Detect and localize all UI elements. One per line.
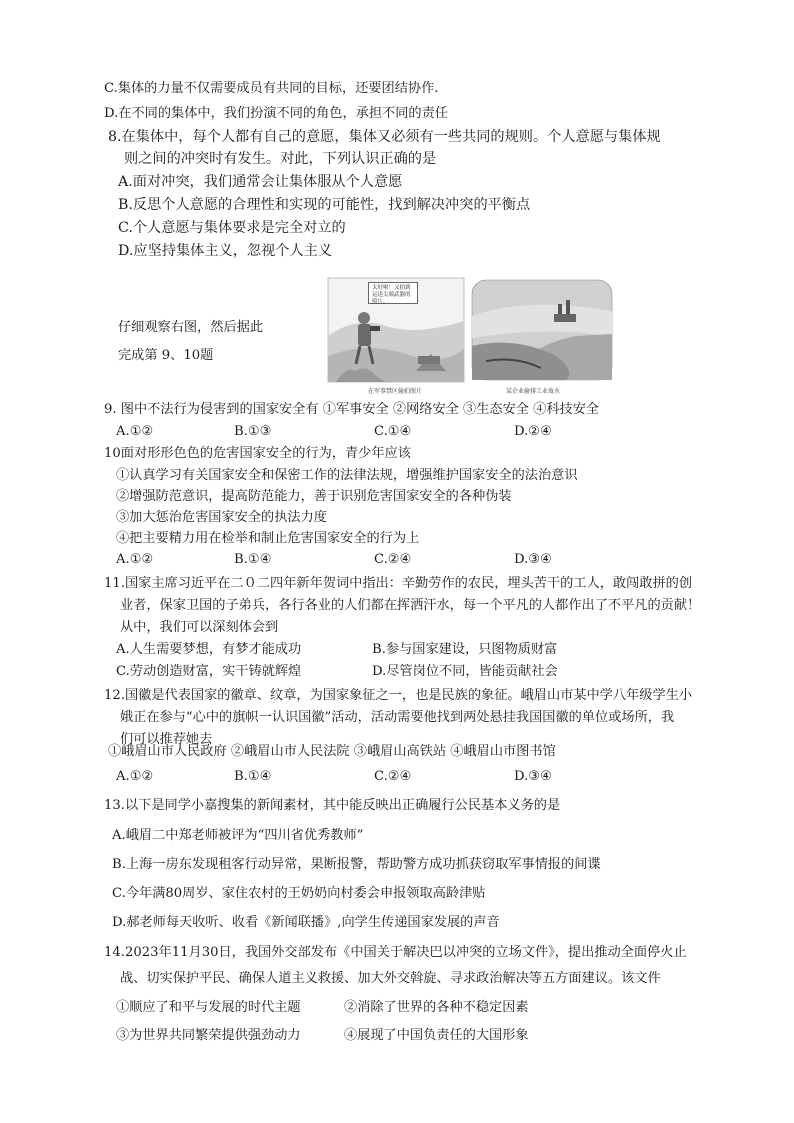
q12-stem-line2: 娥正在参与“心中的旗帜一认识国徽”活动，活动需要他找到两处悬挂我国国徽的单位或场所，我 bbox=[120, 710, 675, 725]
q8-option-d: D.应坚持集体主义，忽视个人主义 bbox=[118, 243, 333, 259]
q11-stem-line3: 从中，我们可以深刻体会到 bbox=[120, 620, 279, 635]
q13-option-d: D.郝老师每天收听、收看《新闻联播》,向学生传递国家发展的声音 bbox=[112, 915, 500, 930]
q12-option-d: D.③④ bbox=[514, 769, 552, 784]
q8-stem-line2: 则之间的冲突时有发生。对此，下列认识正确的是 bbox=[124, 151, 437, 167]
q8-option-c: C.个人意愿与集体要求是完全对立的 bbox=[118, 220, 346, 236]
q12-option-b: B.①④ bbox=[234, 769, 272, 784]
q13-stem: 13.以下是同学小嘉搜集的新闻素材，其中能反映出正确履行公民基本义务的是 bbox=[104, 798, 561, 813]
q8-option-a: A.面对冲突，我们通常会让集体服从个人意愿 bbox=[118, 174, 403, 190]
caption-right: 某企业偷排工业废水 bbox=[506, 388, 561, 395]
q14-stem-line1: 14.2023年11月30日，我国外交部发布《中国关于解决巴以冲突的立场文件》，提出推动全面停火止 bbox=[104, 945, 687, 960]
q12-option-c: C.②④ bbox=[374, 769, 412, 784]
q12-items: ①峨眉山市人民政府 ②峨眉山市人民法院 ③峨眉山高铁站 ④峨眉山市图书馆 bbox=[108, 744, 556, 759]
q11-option-b: B.参与国家建设，只图物质财富 bbox=[372, 642, 558, 657]
q10-stem: 10面对形形色色的危害国家安全的行为，青少年应该 bbox=[104, 446, 411, 461]
q14-statement-3: ③为世界共同繁荣提供强劲动力 bbox=[116, 1028, 301, 1043]
q14-statement-4: ④展现了中国负责任的大国形象 bbox=[344, 1028, 529, 1043]
q13-option-a: A.峨眉二中郑老师被评为“四川省优秀教师” bbox=[112, 828, 364, 843]
q9-option-c: C.①④ bbox=[374, 424, 412, 439]
q9-stem: 9. 图中不法行为侵害到的国家安全有 ①军事安全 ②网络安全 ③生态安全 ④科技安全 bbox=[104, 402, 600, 417]
q10-statement-3: ③加大惩治危害国家安全的执法力度 bbox=[116, 510, 327, 525]
illustration-figure bbox=[326, 276, 616, 398]
q9-option-b: B.①③ bbox=[234, 424, 272, 439]
q10-option-c: C.②④ bbox=[374, 552, 412, 567]
q14-statement-2: ②消除了世界的各种不稳定因素 bbox=[344, 1000, 529, 1015]
q14-stem-line2: 战、切实保护平民、确保人道主义救援、加大外交斡旋、寻求政治解决等五方面建议。该文件 bbox=[120, 971, 661, 986]
q10-option-a: A.①② bbox=[116, 552, 154, 567]
q12-stem-line1: 12.国徽是代表国家的徽章、纹章，为国家象征之一，也是民族的象征。峨眉山市某中学八年级学生小 bbox=[104, 688, 693, 703]
figure-intro-line1: 仔细观察右图，然后据此 bbox=[118, 320, 264, 335]
figure-intro-line2: 完成第 9、10题 bbox=[118, 348, 214, 363]
q10-statement-2: ②增强防范意识，提高防范能力，善于识别危害国家安全的各种伪装 bbox=[116, 489, 512, 504]
q10-statement-1: ①认真学习有关国家安全和保密工作的法律法规，增强维护国家安全的法治意识 bbox=[116, 468, 578, 483]
q9-option-a: A.①② bbox=[116, 424, 154, 439]
q12-option-a: A.①② bbox=[116, 769, 154, 784]
q14-statement-1: ①顺应了和平与发展的时代主题 bbox=[116, 1000, 301, 1015]
right-panel-waste-water bbox=[472, 280, 612, 380]
q11-stem-line1: 11.国家主席习近平在二０二四年新年贺词中指出：辛勤劳作的农民，埋头苦干的工人，敢闯敢拼的创 bbox=[104, 576, 693, 591]
q13-option-b: B.上海一房东发现租客行动异常，果断报警，帮助警方成功抓获窃取军事情报的间谍 bbox=[112, 857, 601, 872]
q7-option-c: C.集体的力量不仅需要成员有共同的目标，还要团结协作. bbox=[104, 81, 439, 96]
q9-option-d: D.②④ bbox=[514, 424, 552, 439]
q10-option-b: B.①④ bbox=[234, 552, 272, 567]
q11-stem-line2: 业者，保家卫国的子弟兵，各行各业的人们都在挥洒汗水，每一个平凡的人都作出了不平凡的贡献！ bbox=[120, 598, 701, 613]
q13-option-c: C.今年满80周岁、家住农村的王奶奶向村委会申报领取高龄津贴 bbox=[112, 886, 486, 901]
q12-stem-line3: 们可以推荐她去 bbox=[120, 732, 213, 747]
speech-bubble: 太好啦！又拍到运送尖端武器的照片。 bbox=[368, 282, 418, 304]
q10-option-d: D.③④ bbox=[514, 552, 552, 567]
q7-option-d: D.在不同的集体中，我们扮演不同的角色，承担不同的责任 bbox=[104, 106, 448, 121]
caption-left: 在军事禁区偷拍照片 bbox=[368, 388, 423, 395]
q11-option-a: A.人生需要梦想，有梦才能成功 bbox=[116, 642, 302, 657]
q11-option-c: C.劳动创造财富，实干铸就辉煌 bbox=[116, 664, 302, 679]
q11-option-d: D.尽管岗位不同，皆能贡献社会 bbox=[372, 664, 558, 679]
q8-stem-line1: 8.在集体中，每个人都有自己的意愿，集体又必须有一些共同的规则。个人意愿与集体规 bbox=[108, 129, 661, 145]
q10-statement-4: ④把主要精力用在检举和制止危害国家安全的行为上 bbox=[116, 531, 420, 546]
q8-option-b: B.反思个人意愿的合理性和实现的可能性，找到解决冲突的平衡点 bbox=[118, 197, 531, 213]
